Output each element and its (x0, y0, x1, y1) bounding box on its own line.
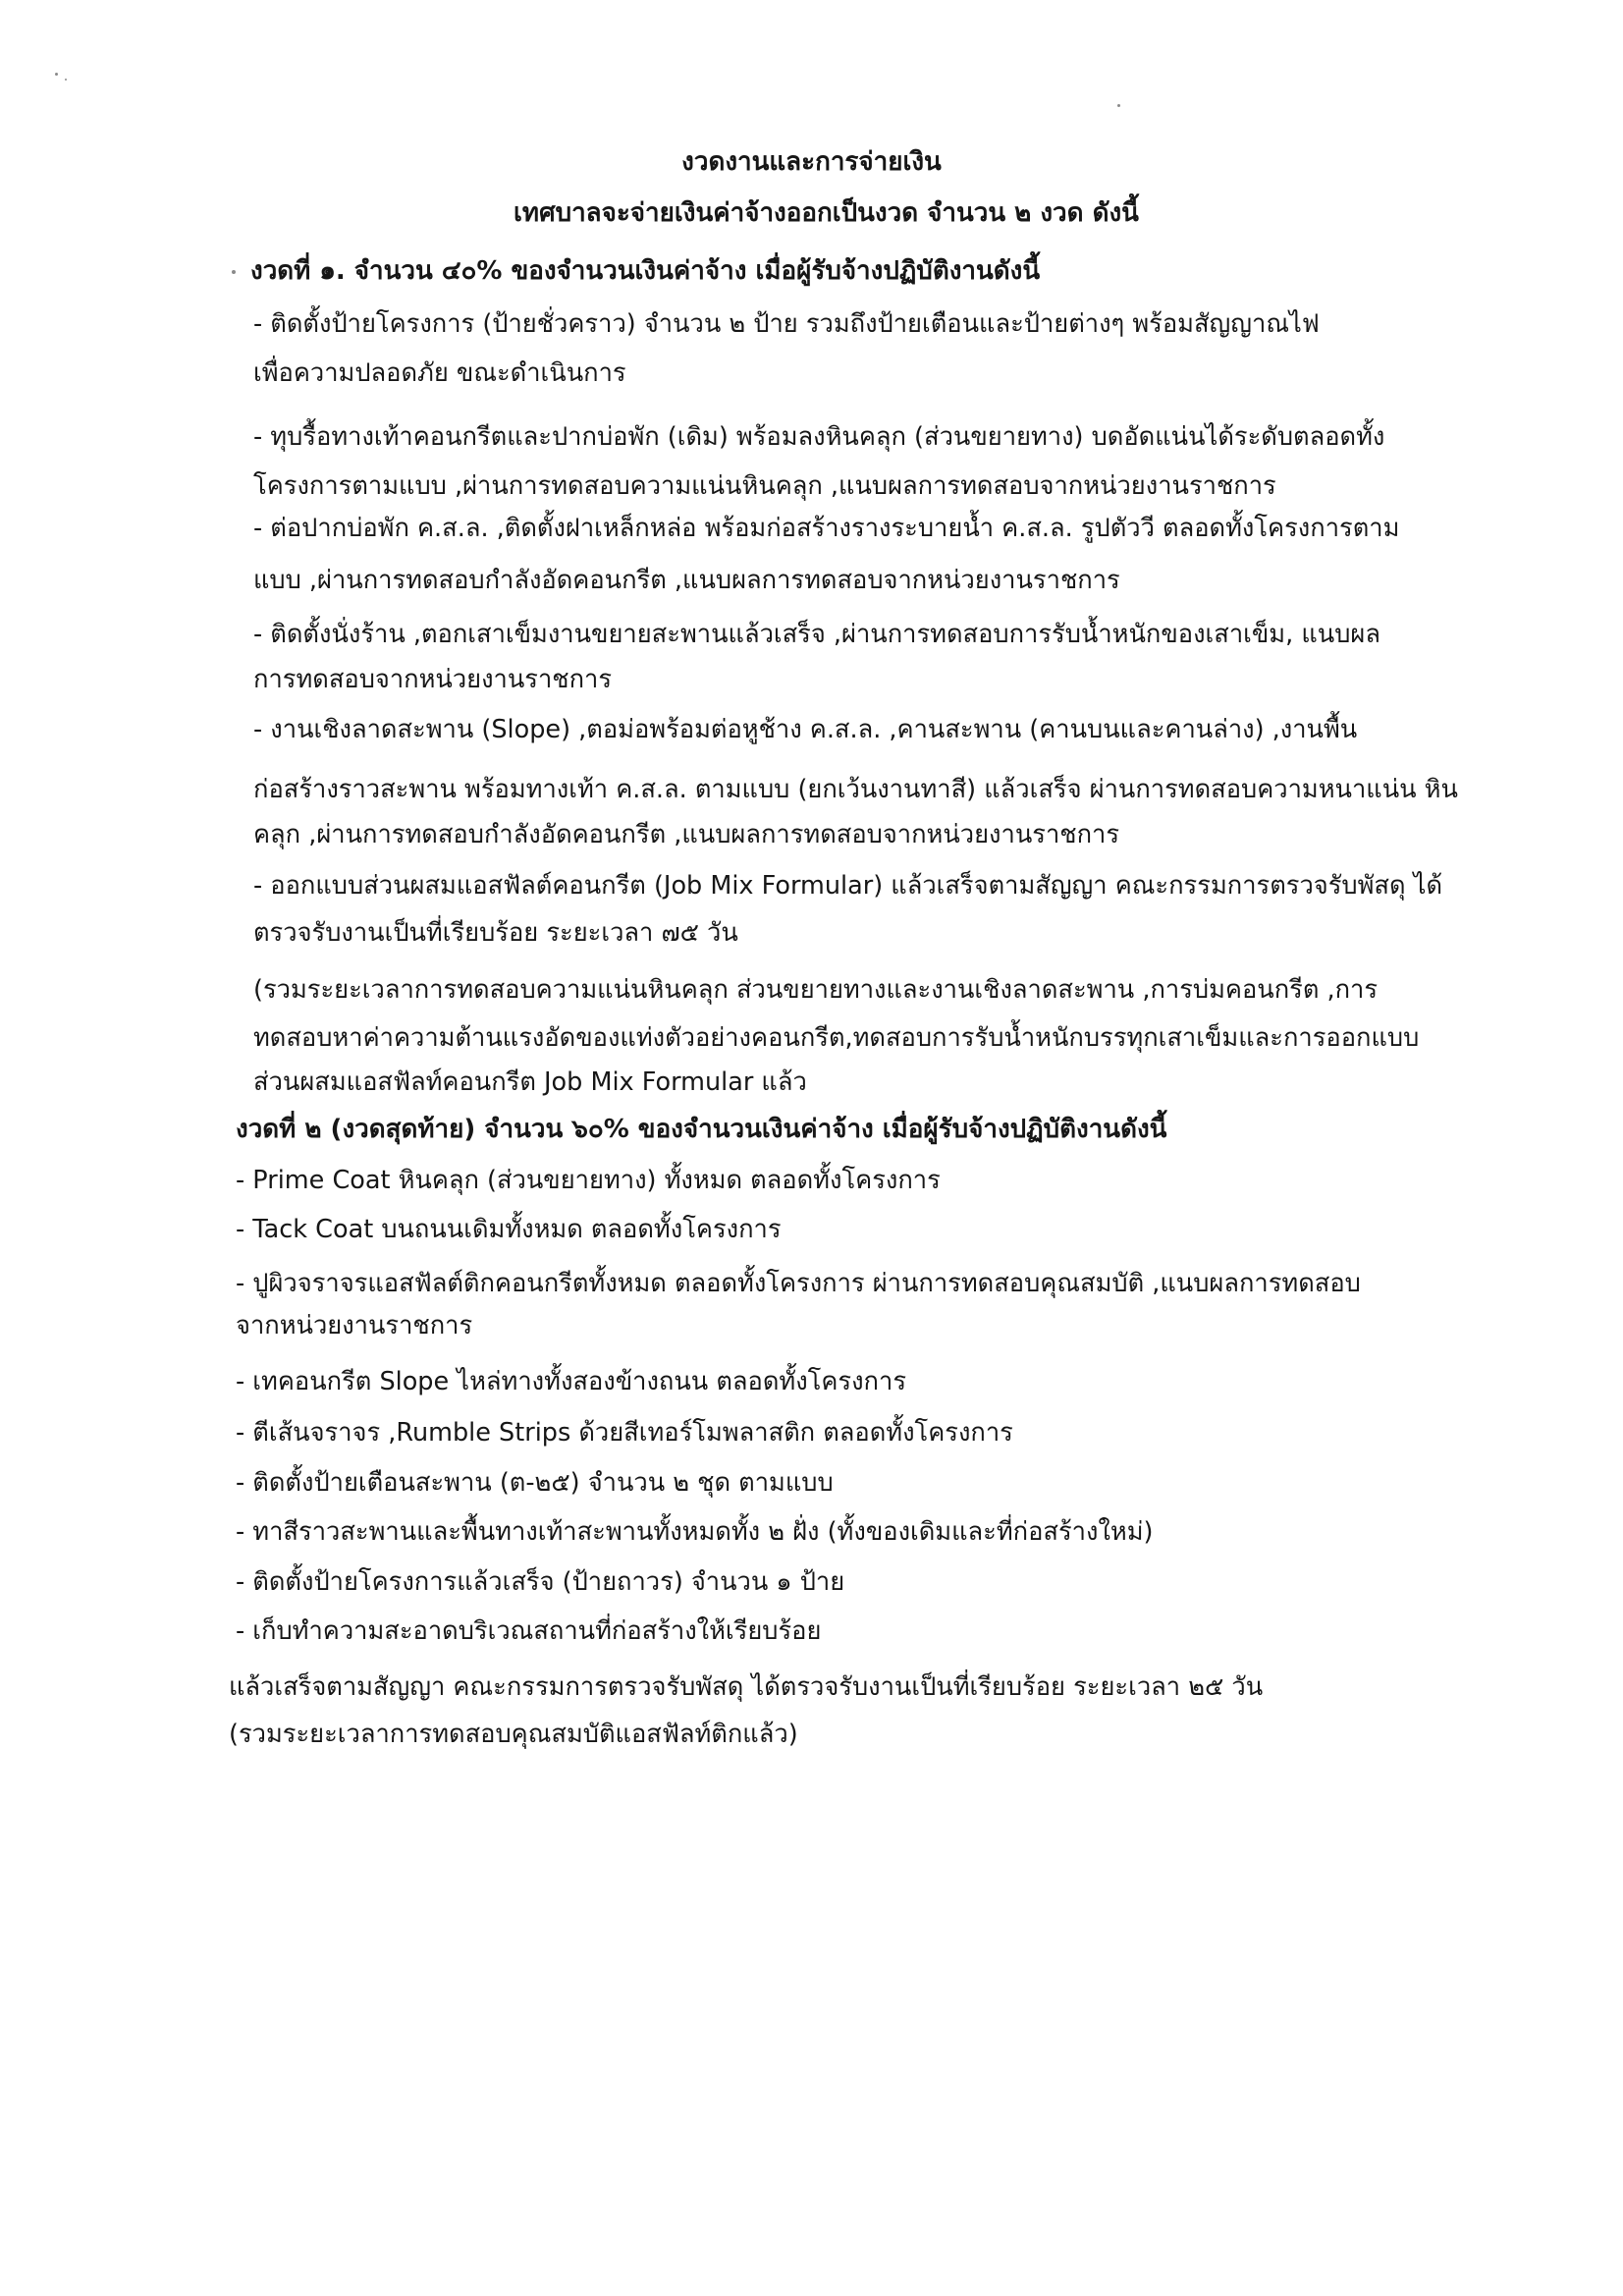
scan-speck (1117, 104, 1120, 107)
installment-1-line: - ติดตั้งนั่งร้าน ,ตอกเสาเข็มงานขยายสะพานแล้วเสร็จ ,ผ่านการทดสอบการรับน้ำหนักของเสาเข็ม, แนบผล (253, 620, 1380, 649)
installment-2-line: - Prime Coat หินคลุก (ส่วนขยายทาง) ทั้งหมด ตลอดทั้งโครงการ (236, 1166, 941, 1195)
scan-speck (232, 270, 236, 274)
installment-2-line: แล้วเสร็จตามสัญญา คณะกรรมการตรวจรับพัสดุ ได้ตรวจรับงานเป็นที่เรียบร้อย ระยะเวลา ๒๕ วัน (229, 1672, 1264, 1702)
installment-1-line: เพื่อความปลอดภัย ขณะดำเนินการ (253, 358, 626, 388)
installment-2-line: - Tack Coat บนถนนเดิมทั้งหมด ตลอดทั้งโครงการ (236, 1215, 782, 1244)
installment-1-line: - งานเชิงลาดสะพาน (Slope) ,ตอม่อพร้อมต่อหูช้าง ค.ส.ล. ,คานสะพาน (คานบนและคานล่าง) ,งานพื้น (253, 715, 1358, 744)
installment-1-line: ทดสอบหาค่าความต้านแรงอัดของแท่งตัวอย่างคอนกรีต,ทดสอบการรับน้ำหนักบรรทุกเสาเข็มและการออกแบบ (253, 1023, 1420, 1053)
installment-1-title: งวดที่ ๑. จำนวน ๔๐% ของจำนวนเงินค่าจ้าง เมื่อผู้รับจ้างปฏิบัติงานดังนี้ (250, 256, 1041, 286)
scan-speck (65, 79, 67, 81)
installment-1-line: ส่วนผสมแอสฟัลท์คอนกรีต Job Mix Formular แล้ว (253, 1067, 807, 1097)
installment-1-line: คลุก ,ผ่านการทดสอบกำลังอัดคอนกรีต ,แนบผลการทดสอบจากหน่วยงานราชการ (253, 820, 1120, 849)
installment-2-line: - ตีเส้นจราจร ,Rumble Strips ด้วยสีเทอร์โมพลาสติก ตลอดทั้งโครงการ (236, 1418, 1013, 1448)
installment-2-line: - เก็บทำความสะอาดบริเวณสถานที่ก่อสร้างให้เรียบร้อย (236, 1616, 822, 1646)
installment-2-line: - ทาสีราวสะพานและพื้นทางเท้าสะพานทั้งหมดทั้ง ๒ ฝั่ง (ทั้งของเดิมและที่ก่อสร้างใหม่) (236, 1517, 1154, 1547)
installment-1-line: การทดสอบจากหน่วยงานราชการ (253, 665, 613, 694)
installment-1-line: ตรวจรับงานเป็นที่เรียบร้อย ระยะเวลา ๗๕ วัน (253, 918, 738, 948)
installment-1-line: - ต่อปากบ่อพัก ค.ส.ล. ,ติดตั้งฝาเหล็กหล่อ พร้อมก่อสร้างรางระบายน้ำ ค.ส.ล. รูปตัววี ตลอดทั้งโครงการตาม (253, 514, 1400, 543)
installment-2-title: งวดที่ ๒ (งวดสุดท้าย) จำนวน ๖๐% ของจำนวนเงินค่าจ้าง เมื่อผู้รับจ้างปฏิบัติงานดังนี้ (236, 1115, 1167, 1144)
installment-1-line: โครงการตามแบบ ,ผ่านการทดสอบความแน่นหินคลุก ,แนบผลการทดสอบจากหน่วยงานราชการ (253, 471, 1276, 501)
installment-1-line: - ออกแบบส่วนผสมแอสฟัลต์คอนกรีต (Job Mix Formular) แล้วเสร็จตามสัญญา คณะกรรมการตรวจรับพัสดุ ได้ (253, 871, 1443, 901)
scan-speck (55, 73, 58, 76)
installment-2-line: - เทคอนกรีต Slope ไหล่ทางทั้งสองข้างถนน ตลอดทั้งโครงการ (236, 1367, 907, 1396)
installment-2-line: - ติดตั้งป้ายโครงการแล้วเสร็จ (ป้ายถาวร) จำนวน ๑ ป้าย (236, 1567, 845, 1597)
installment-2-line: - ติดตั้งป้ายเตือนสะพาน (ต-๒๕) จำนวน ๒ ชุด ตามแบบ (236, 1468, 834, 1498)
installment-2-line: (รวมระยะเวลาการทดสอบคุณสมบัติแอสฟัลท์ติกแล้ว) (229, 1720, 798, 1749)
installment-1-line: - ทุบรื้อทางเท้าคอนกรีตและปากบ่อพัก (เดิม) พร้อมลงหินคลุก (ส่วนขยายทาง) บดอัดแน่นได้ระดับตลอดทั้ง (253, 422, 1385, 452)
installment-1-line: แบบ ,ผ่านการทดสอบกำลังอัดคอนกรีต ,แนบผลการทดสอบจากหน่วยงานราชการ (253, 566, 1120, 595)
document-subtitle: เทศบาลจะจ่ายเงินค่าจ้างออกเป็นงวด จำนวน ๒ งวด ดังนี้ (514, 198, 1139, 228)
installment-1-line: ก่อสร้างราวสะพาน พร้อมทางเท้า ค.ส.ล. ตามแบบ (ยกเว้นงานทาสี) แล้วเสร็จ ผ่านการทดสอบความหนาแน่น หิน (253, 775, 1458, 804)
installment-1-line: - ติดตั้งป้ายโครงการ (ป้ายชั่วคราว) จำนวน ๒ ป้าย รวมถึงป้ายเตือนและป้ายต่างๆ พร้อมสัญญาณไฟ (253, 309, 1320, 339)
installment-2-line: - ปูผิวจราจรแอสฟัลต์ติกคอนกรีตทั้งหมด ตลอดทั้งโครงการ ผ่านการทดสอบคุณสมบัติ ,แนบผลการทดสอบ (236, 1269, 1361, 1298)
installment-1-line: (รวมระยะเวลาการทดสอบความแน่นหินคลุก ส่วนขยายทางและงานเชิงลาดสะพาน ,การบ่มคอนกรีต ,การ (253, 975, 1379, 1005)
document-title: งวดงานและการจ่ายเงิน (681, 147, 942, 177)
installment-2-line: จากหน่วยงานราชการ (236, 1311, 473, 1340)
